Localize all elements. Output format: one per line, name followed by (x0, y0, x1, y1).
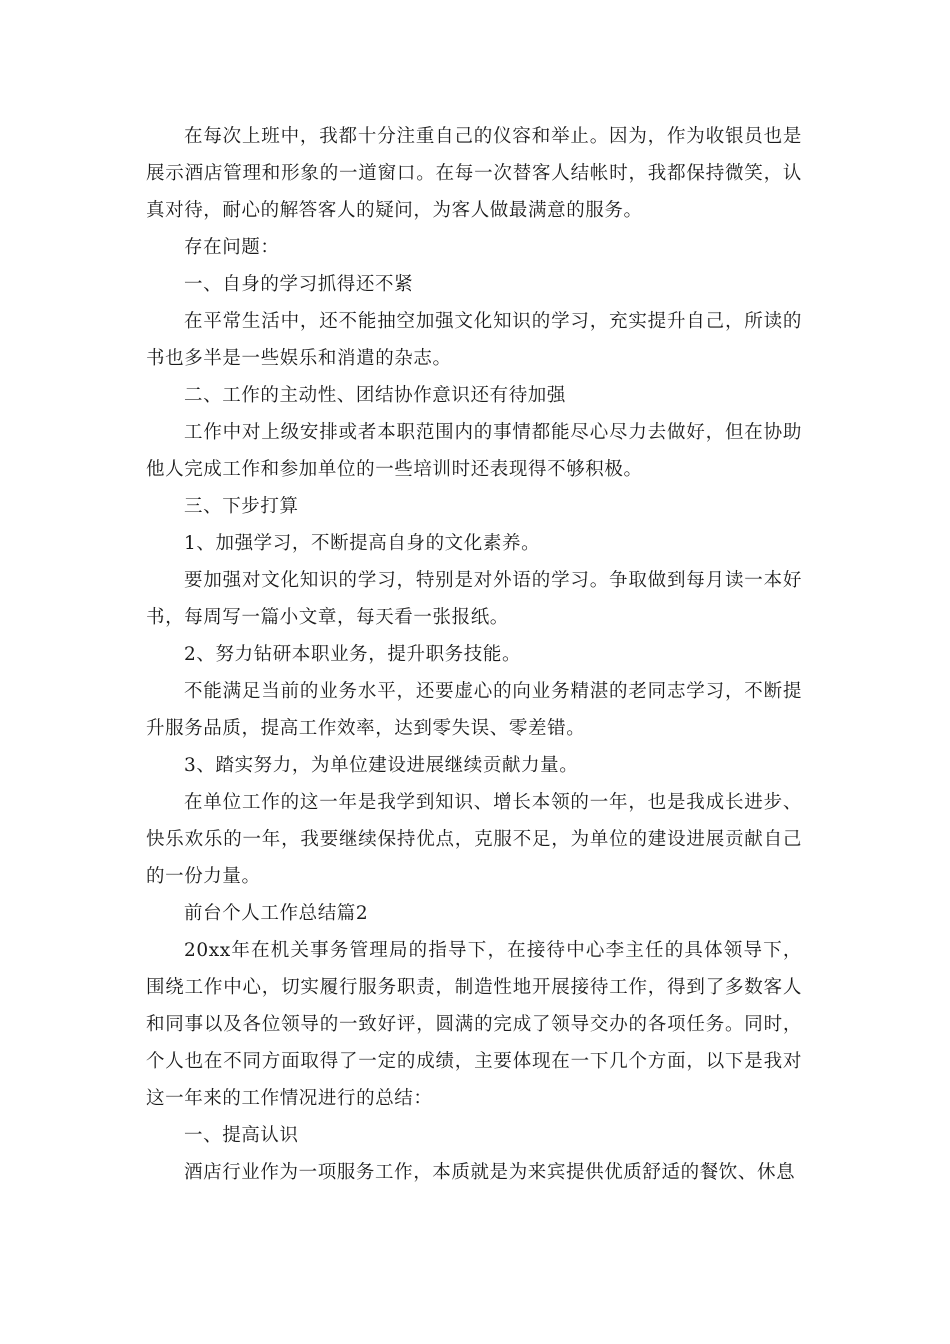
article-title: 前台个人工作总结篇2 (184, 903, 369, 924)
paragraph: 在平常生活中，还不能抽空加强文化知识的学习，充实提升自己，所读的书也多半是一些娱乐和消遣的杂志。 (146, 311, 802, 369)
section-heading: 一、自身的学习抓得还不紧 (184, 274, 414, 295)
document-body (146, 118, 802, 1191)
list-item-heading: 1、加强学习，不断提高自身的文化素养。 (184, 533, 541, 554)
section-label: 存在问题： (184, 237, 280, 258)
paragraph: 在单位工作的这一年是我学到知识、增长本领的一年，也是我成长进步、快乐欢乐的一年，我要继续保持优点，克服不足，为单位的建设进展贡献自己的一份力量。 (146, 792, 802, 887)
paragraph: 酒店行业作为一项服务工作，本质就是为来宾提供优质舒适的餐饮、休息 (184, 1162, 796, 1183)
list-item-heading: 3、踏实努力，为单位建设进展继续贡献力量。 (184, 755, 579, 776)
paragraph: 不能满足当前的业务水平，还要虚心的向业务精湛的老同志学习，不断提升服务品质，提高工作效率，达到零失误、零差错。 (146, 681, 802, 739)
section-heading: 一、提高认识 (184, 1125, 299, 1146)
section-heading: 三、下步打算 (184, 496, 299, 517)
list-item-heading: 2、努力钻研本职业务，提升职务技能。 (184, 644, 522, 665)
paragraph: 要加强对文化知识的学习，特别是对外语的学习。争取做到每月读一本好书，每周写一篇小文章，每天看一张报纸。 (146, 570, 802, 628)
section-heading: 二、工作的主动性、团结协作意识还有待加强 (184, 385, 567, 406)
paragraph: 20xx年在机关事务管理局的指导下，在接待中心李主任的具体领导下，围绕工作中心，切实履行服务职责，制造性地开展接待工作，得到了多数客人和同事以及各位领导的一致好评，圆满的完成了领导交办的各项任务。同时，个人也在不同方面取得了一定的成绩，主要体现在一下几个方面，以下是我对这一年来的工作情况进行的总结： (146, 940, 802, 1109)
paragraph: 工作中对上级安排或者本职范围内的事情都能尽心尽力去做好，但在协助他人完成工作和参加单位的一些培训时还表现得不够积极。 (146, 422, 802, 480)
paragraph: 在每次上班中，我都十分注重自己的仪容和举止。因为，作为收银员也是展示酒店管理和形象的一道窗口。在每一次替客人结帐时，我都保持微笑，认真对待，耐心的解答客人的疑问，为客人做最满意的服务。 (146, 126, 802, 221)
